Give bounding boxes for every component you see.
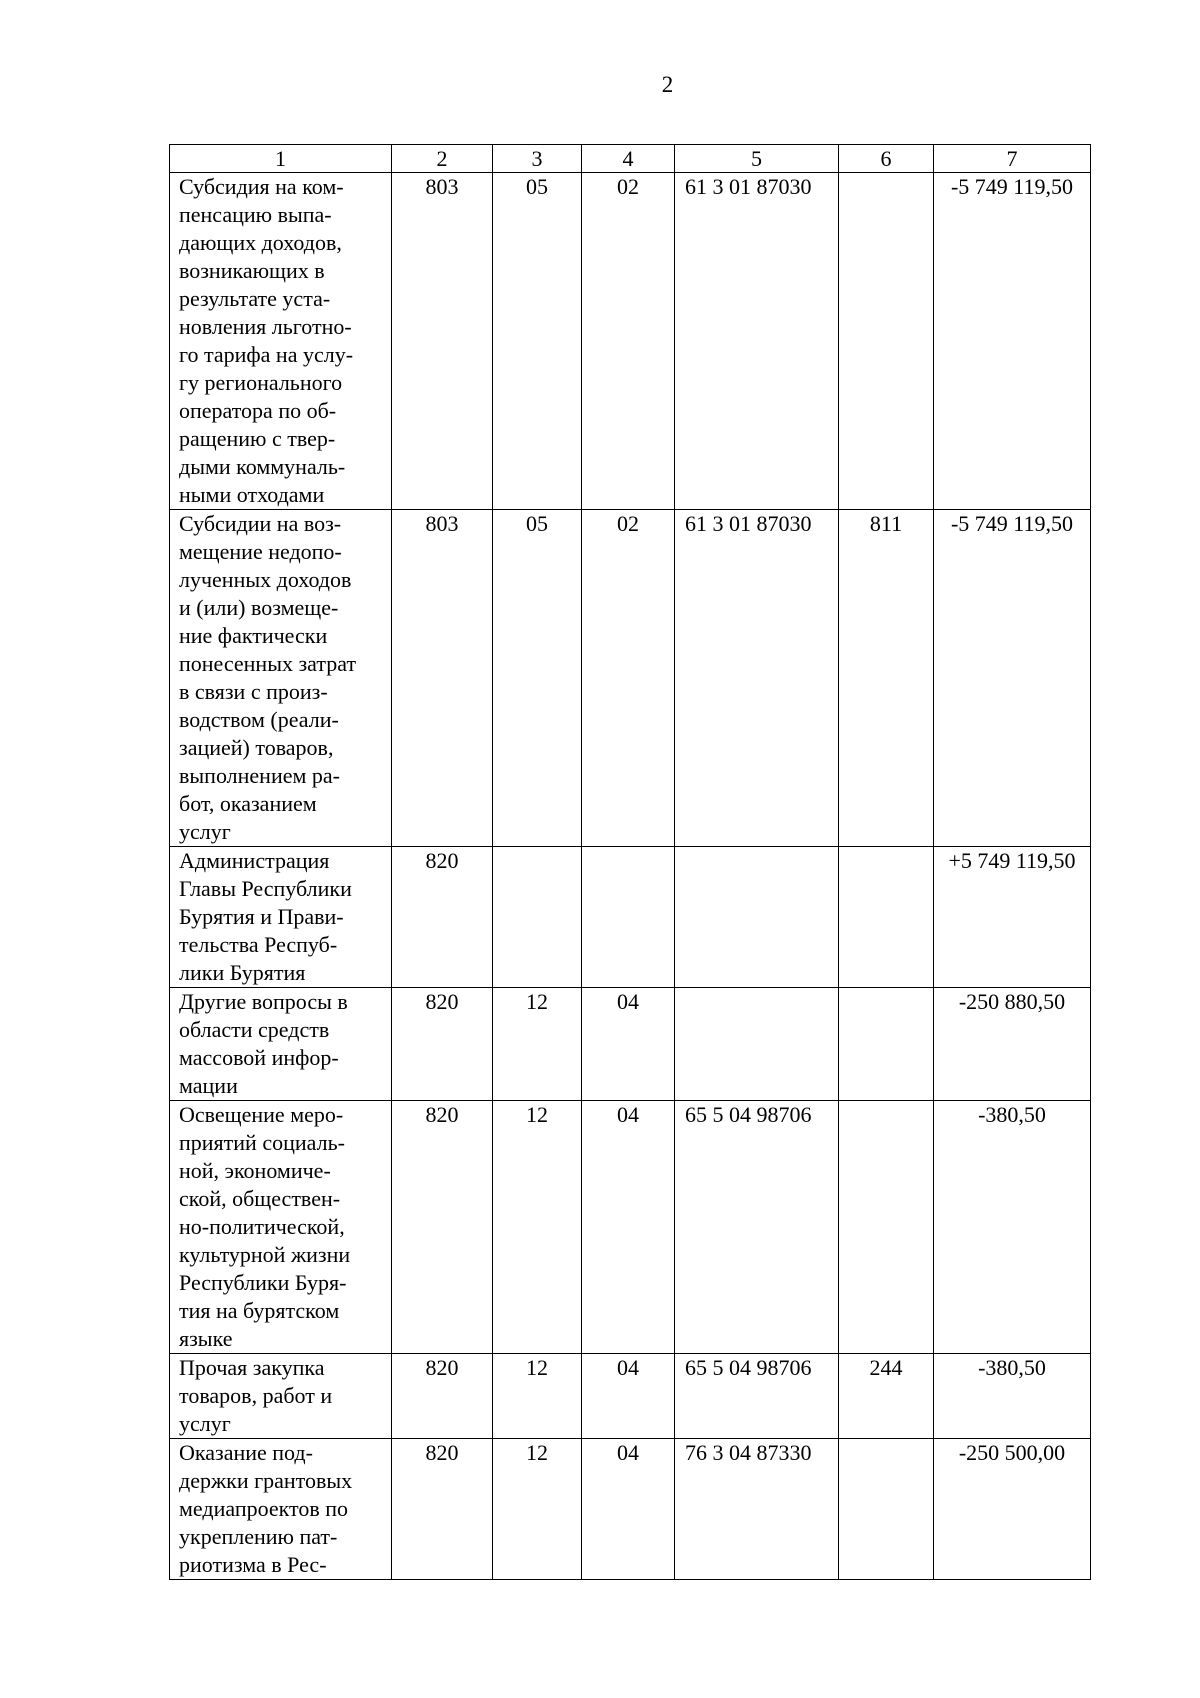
table-row <box>170 1354 1091 1439</box>
table-row <box>170 1101 1091 1354</box>
pr-cell: 04 <box>582 1354 675 1439</box>
item-name-cell: Администрация Главы Республики Бурятия и Прави- тельства Респуб- лики Бурятия <box>170 847 392 988</box>
vr-cell <box>839 1439 934 1580</box>
sum-cell: -380,50 <box>934 1354 1091 1439</box>
rz-cell: 12 <box>493 1101 582 1354</box>
sum-cell: -380,50 <box>934 1101 1091 1354</box>
csr-cell: 65 5 04 98706 <box>675 1354 839 1439</box>
csr-cell: 65 5 04 98706 <box>675 1101 839 1354</box>
pr-cell: 04 <box>582 988 675 1101</box>
header-cell: 6 <box>839 145 934 173</box>
header-cell: 1 <box>170 145 392 173</box>
ved-cell: 820 <box>392 1354 493 1439</box>
rz-cell <box>493 847 582 988</box>
rz-cell: 12 <box>493 1354 582 1439</box>
ved-cell: 820 <box>392 988 493 1101</box>
ved-cell: 803 <box>392 510 493 847</box>
rz-cell: 12 <box>493 988 582 1101</box>
pr-cell <box>582 847 675 988</box>
rz-cell: 05 <box>493 510 582 847</box>
table-row <box>170 510 1091 847</box>
ved-cell: 820 <box>392 1101 493 1354</box>
vr-cell <box>839 847 934 988</box>
vr-cell: 811 <box>839 510 934 847</box>
sum-cell: -250 500,00 <box>934 1439 1091 1580</box>
table-row <box>170 1439 1091 1580</box>
item-name-cell: Оказание под- держки грантовых медиапроектов по укреплению пат- риотизма в Рес- <box>170 1439 392 1580</box>
pr-cell: 04 <box>582 1101 675 1354</box>
item-name-cell: Субсидия на ком- пенсацию выпа- дающих доходов, возникающих в результате уста- новления льготно- го тарифа на услу- гу регионального оператора по об- ращению с твер- дыми коммуналь- ными отходами <box>170 173 392 510</box>
header-cell: 7 <box>934 145 1091 173</box>
item-name-cell: Другие вопросы в области средств массовой инфор- мации <box>170 988 392 1101</box>
vr-cell <box>839 1101 934 1354</box>
item-name-cell: Субсидии на воз- мещение недопо- лученных доходов и (или) возмеще- ние фактически понесенных затрат в связи с произ- водством (реали- зацией) товаров, выполнением ра- бот, оказанием услуг <box>170 510 392 847</box>
ved-cell: 803 <box>392 173 493 510</box>
table-row <box>170 173 1091 510</box>
header-cell: 4 <box>582 145 675 173</box>
item-name-cell: Прочая закупка товаров, работ и услуг <box>170 1354 392 1439</box>
csr-cell: 76 3 04 87330 <box>675 1439 839 1580</box>
table-row <box>170 988 1091 1101</box>
page-number: 2 <box>661 72 674 97</box>
header-row <box>170 145 1091 173</box>
ved-cell: 820 <box>392 1439 493 1580</box>
sum-cell: -5 749 119,50 <box>934 173 1091 510</box>
vr-cell: 244 <box>839 1354 934 1439</box>
pr-cell: 02 <box>582 173 675 510</box>
item-name-cell: Освещение меро- приятий социаль- ной, экономиче- ской, обществен- но-политической, культурной жизни Республики Буря- тия на бурятском языке <box>170 1101 392 1354</box>
pr-cell: 02 <box>582 510 675 847</box>
table-row <box>170 847 1091 988</box>
rz-cell: 12 <box>493 1439 582 1580</box>
sum-cell: -250 880,50 <box>934 988 1091 1101</box>
ved-cell: 820 <box>392 847 493 988</box>
header-cell: 2 <box>392 145 493 173</box>
header-cell: 5 <box>675 145 839 173</box>
header-cell: 3 <box>493 145 582 173</box>
rz-cell: 05 <box>493 173 582 510</box>
pr-cell: 04 <box>582 1439 675 1580</box>
budget-table <box>169 144 1091 1580</box>
csr-cell <box>675 988 839 1101</box>
vr-cell <box>839 988 934 1101</box>
sum-cell: +5 749 119,50 <box>934 847 1091 988</box>
csr-cell <box>675 847 839 988</box>
csr-cell: 61 3 01 87030 <box>675 173 839 510</box>
sum-cell: -5 749 119,50 <box>934 510 1091 847</box>
csr-cell: 61 3 01 87030 <box>675 510 839 847</box>
vr-cell <box>839 173 934 510</box>
